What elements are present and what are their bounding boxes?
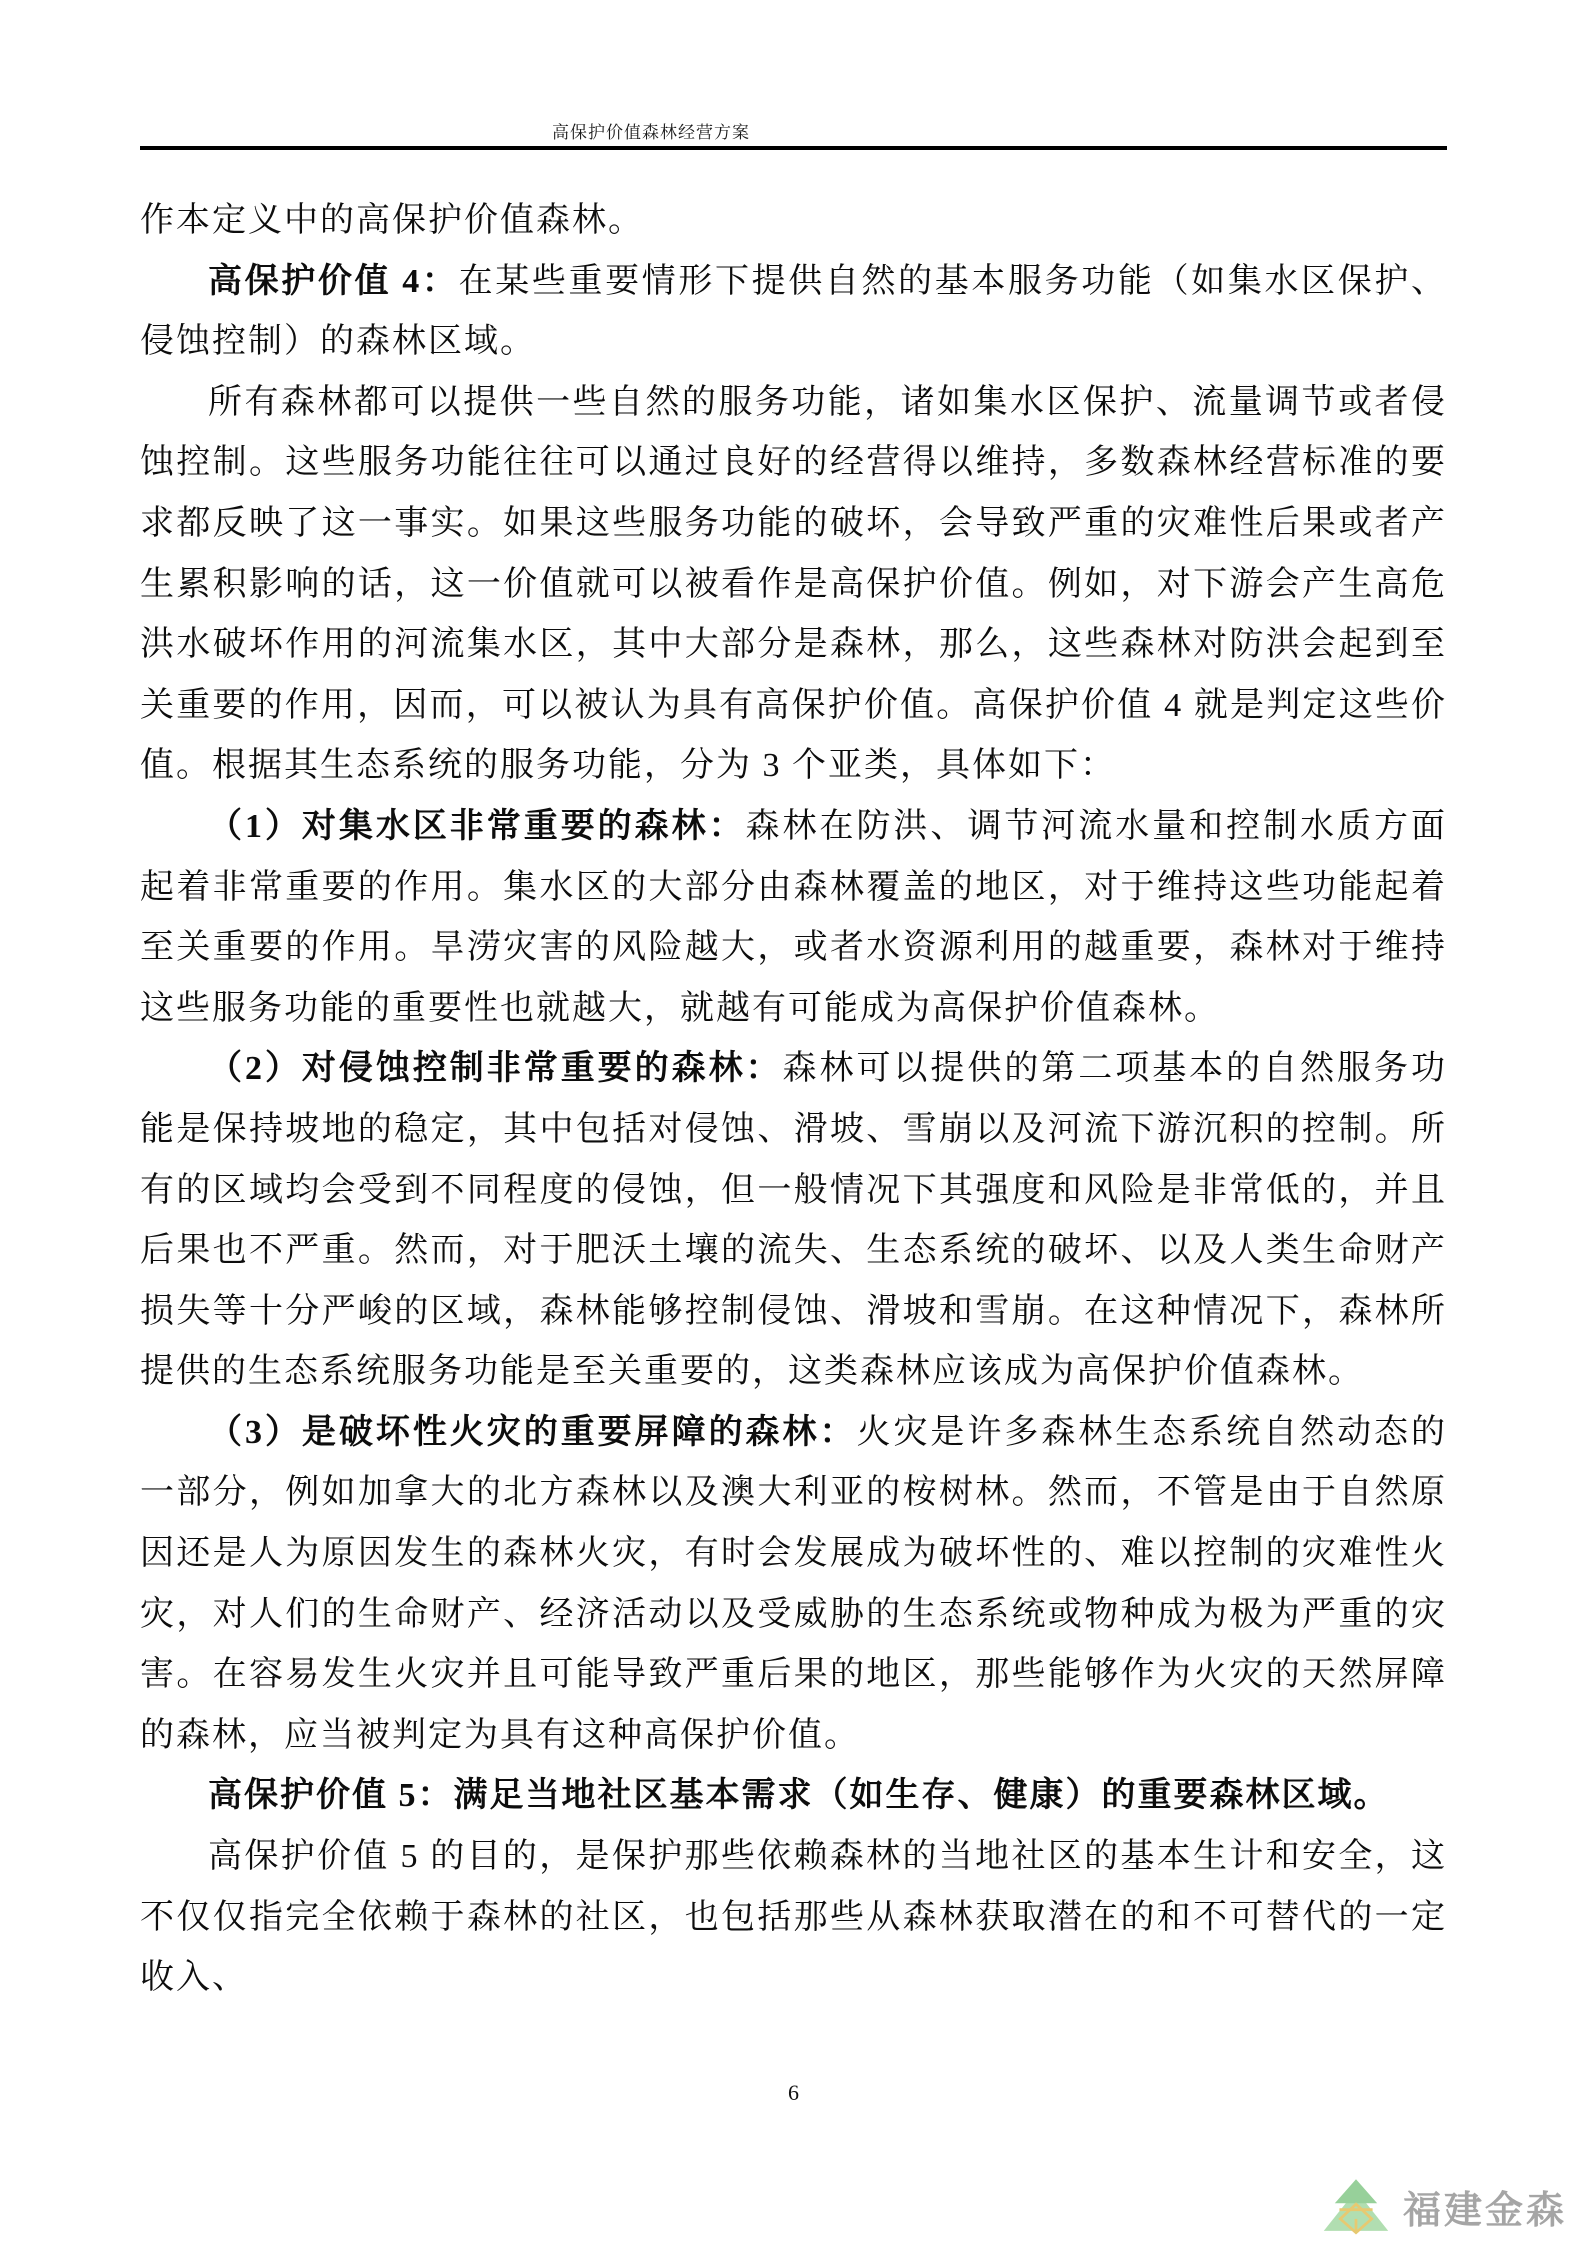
page-number: 6 <box>788 2080 799 2105</box>
paragraph <box>140 1766 1447 1827</box>
company-logo-text: 福建金森 <box>1402 2189 1567 2232</box>
paragraph-lead: （1）对集水区非常重要的森林： <box>208 807 746 845</box>
paragraph <box>140 1403 1447 1767</box>
document-body <box>140 191 1447 2009</box>
paragraph-text: 所有森林都可以提供一些自然的服务功能，诸如集水区保护、流量调节或者侵蚀控制。这些服务功能往往可以通过良好的经营得以维持，多数森林经营标准的要求都反映了这一事实。如果这些服务功能的破坏，会导致严重的灾难性后果或者产生累积影响的话，这一价值就可以被看作是高保护价值。例如，对下游会产生高危洪水破坏作用的河流集水区，其中大部分是森林，那么，这些森林对防洪会起到至关重要的作用，因而，可以被认为具有高保护价值。高保护价值 4 就是判定这些价值。根据其生态系统的服务功能，分为 3 个亚类，具体如下： <box>140 383 1447 785</box>
paragraph <box>140 191 1447 252</box>
paragraph-text: 森林在防洪、调节河流水量和控制水质方面起着非常重要的作用。集水区的大部分由森林覆盖的地区，对于维持这些功能起着至关重要的作用。旱涝灾害的风险越大，或者水资源利用的越重要，森林对于维持这些服务功能的重要性也就越大，就越有可能成为高保护价值森林。 <box>140 807 1447 1027</box>
paragraph-text: 高保护价值 5 的目的，是保护那些依赖森林的当地社区的基本生计和安全，这不仅仅指完全依赖于森林的社区，也包括那些从森林获取潜在的和不可替代的一定收入、 <box>140 1838 1447 1997</box>
company-logo <box>1321 2177 1567 2235</box>
paragraph-lead: （2）对侵蚀控制非常重要的森林： <box>208 1050 783 1088</box>
page-header-title: 高保护价值森林经营方案 <box>552 123 750 142</box>
paragraph <box>140 1039 1447 1403</box>
paragraph-text: 在某些重要情形下提供自然的基本服务功能（如集水区保护、侵蚀控制）的森林区域。 <box>140 262 1448 361</box>
paragraph <box>140 1827 1447 2009</box>
paragraph <box>140 373 1447 797</box>
paragraph-text: 作本定义中的高保护价值森林。 <box>140 202 644 239</box>
header-rule <box>140 146 1447 150</box>
paragraph <box>140 252 1447 373</box>
paragraph-lead: 高保护价值 5：满足当地社区基本需求（如生存、健康）的重要森林区域。 <box>208 1777 1390 1815</box>
paragraph-text: 森林可以提供的第二项基本的自然服务功能是保持坡地的稳定，其中包括对侵蚀、滑坡、雪崩以及河流下游沉积的控制。所有的区域均会受到不同程度的侵蚀，但一般情况下其强度和风险是非常低的，并且后果也不严重。然而，对于肥沃土壤的流失、生态系统的破坏、以及人类生命财产损失等十分严峻的区域，森林能够控制侵蚀、滑坡和雪崩。在这种情况下，森林所提供的生态系统服务功能是至关重要的，这类森林应该成为高保护价值森林。 <box>140 1050 1447 1391</box>
paragraph-lead: （3）是破坏性火灾的重要屏障的森林： <box>208 1413 857 1451</box>
paragraph-lead: 高保护价值 4： <box>208 262 459 300</box>
paragraph <box>140 797 1447 1039</box>
pine-tree-icon <box>1321 2177 1391 2235</box>
paragraph-text: 火灾是许多森林生态系统自然动态的一部分，例如加拿大的北方森林以及澳大利亚的桉树林。然而，不管是由于自然原因还是人为原因发生的森林火灾，有时会发展成为破坏性的、难以控制的灾难性火灾，对人们的生命财产、经济活动以及受威胁的生态系统或物种成为极为严重的灾害。在容易发生火灾并且可能导致严重后果的地区，那些能够作为火灾的天然屏障的森林，应当被判定为具有这种高保护价值。 <box>140 1413 1448 1754</box>
